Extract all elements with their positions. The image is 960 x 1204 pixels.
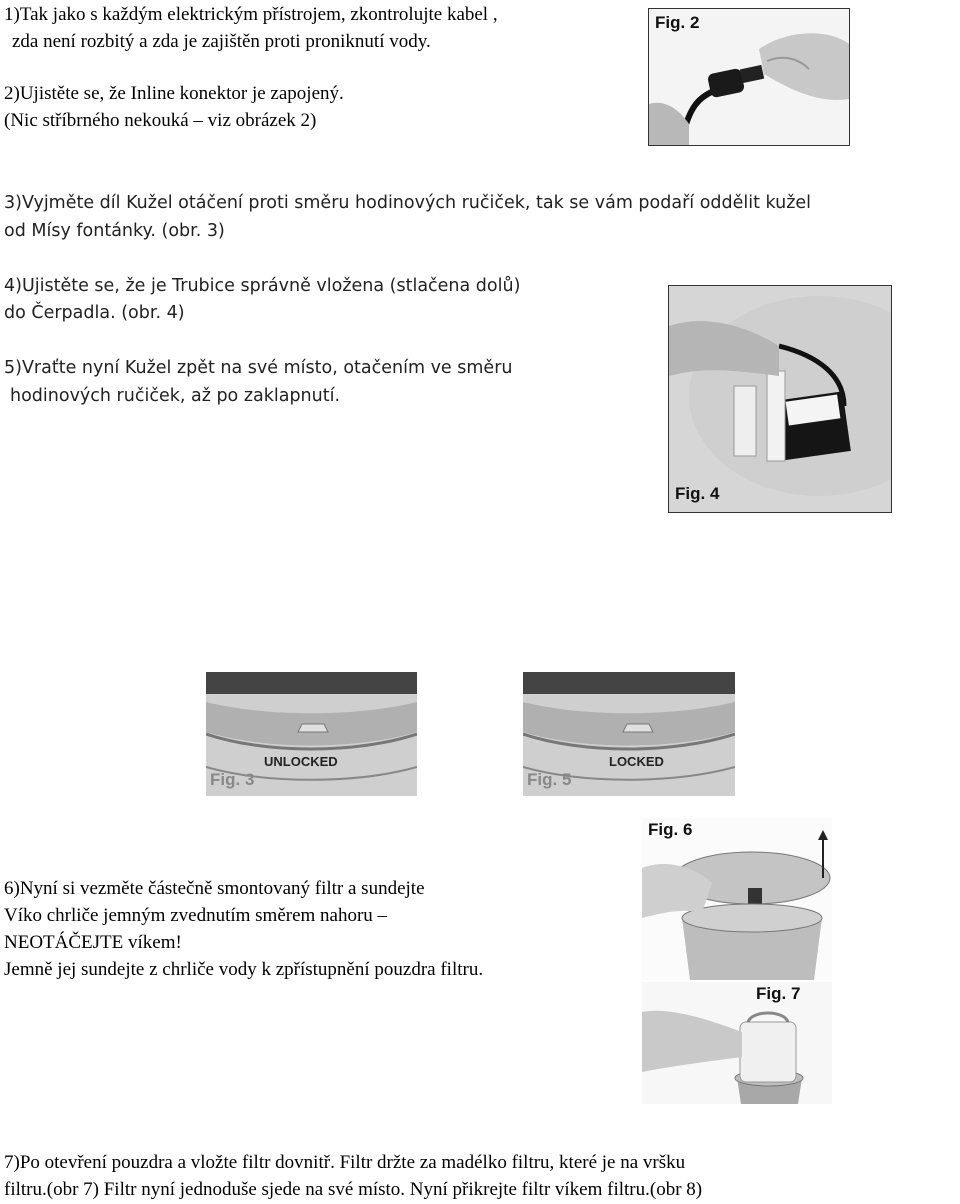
figure-2-image bbox=[648, 8, 850, 146]
figure-2-label: Fig. 2 bbox=[655, 13, 700, 32]
figure-4-label: Fig. 4 bbox=[675, 484, 720, 503]
step6-line2: Víko chrliče jemným zvednutím směrem nahoru – bbox=[4, 905, 388, 926]
step6-line3: NEOTÁČEJTE víkem! bbox=[4, 932, 182, 953]
figure-4-image bbox=[668, 285, 892, 513]
step3-line1: 3)Vyjměte díl Kužel otáčení proti směru hodinových ručiček, tak se vám podaří oddělit kužel bbox=[4, 193, 812, 213]
figure-3-caption: UNLOCKED bbox=[264, 754, 338, 769]
step5-line1: 5)Vraťte nyní Kužel zpět na své místo, otačením ve směru bbox=[4, 358, 513, 378]
figure-5-label: Fig. 5 bbox=[527, 770, 572, 789]
figure-5-caption: LOCKED bbox=[609, 754, 664, 769]
step1-line1: 1)Tak jako s každým elektrickým přístrojem, zkontrolujte kabel , bbox=[4, 4, 498, 25]
step4-line2: do Čerpadla. (obr. 4) bbox=[4, 303, 185, 323]
figure-6-label: Fig. 6 bbox=[648, 820, 693, 839]
figure-3-label: Fig. 3 bbox=[210, 770, 255, 789]
step3-line2: od Mísy fontánky. (obr. 3) bbox=[4, 221, 225, 241]
step2-line2: (Nic stříbrného nekouká – viz obrázek 2) bbox=[4, 110, 317, 131]
figure-4-drawing bbox=[669, 286, 891, 512]
figure-7-image bbox=[642, 982, 832, 1104]
step5-line2: hodinových ručiček, až po zaklapnutí. bbox=[10, 386, 341, 406]
step4-line1: 4)Ujistěte se, že je Trubice správně vložena (stlačena dolů) bbox=[4, 276, 521, 296]
figure-5-image bbox=[523, 672, 735, 796]
step6-line1: 6)Nyní si vezměte částečně smontovaný filtr a sundejte bbox=[4, 878, 425, 899]
step6-line4: Jemně jej sundejte z chrliče vody k zpřístupnění pouzdra filtru. bbox=[4, 959, 484, 980]
figure-6-drawing bbox=[642, 818, 832, 980]
figure-7-drawing bbox=[642, 982, 832, 1104]
figure-6-image bbox=[642, 818, 832, 980]
step7-line1: 7)Po otevření pouzdra a vložte filtr dovnitř. Filtr držte za madélko filtru, které je na vršku bbox=[4, 1152, 686, 1173]
figure-3-image bbox=[206, 672, 417, 796]
step7-line2: filtru.(obr 7) Filtr nyní jednoduše sjede na své místo. Nyní přikrejte filtr víkem filtru.(obr 8) bbox=[4, 1179, 703, 1200]
step2-line1: 2)Ujistěte se, že Inline konektor je zapojený. bbox=[4, 83, 344, 104]
figure-7-label: Fig. 7 bbox=[756, 984, 801, 1003]
step1-line2: zda není rozbitý a zda je zajištěn proti proniknutí vody. bbox=[12, 31, 431, 52]
